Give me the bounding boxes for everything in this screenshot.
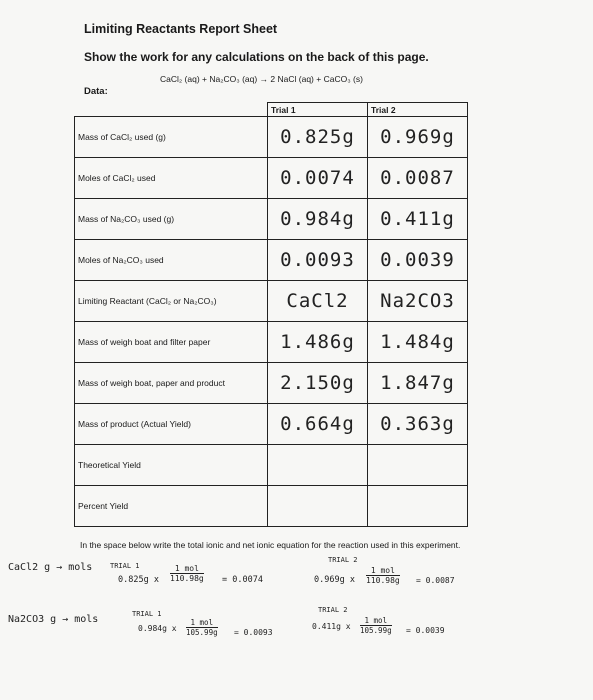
- row-label: Mass of weigh boat, paper and product: [75, 363, 268, 404]
- trial2-value: 1.484g: [368, 322, 468, 363]
- table-row: [75, 322, 468, 363]
- na2co3-trial1-mass: 0.984g x: [138, 624, 177, 633]
- fraction-numerator: 1 mol: [170, 564, 204, 574]
- trial2-value: 1.847g: [368, 363, 468, 404]
- trial1-value: 0.0093: [268, 240, 368, 281]
- cacl2-trial1-mass: 0.825g x: [118, 575, 159, 585]
- fraction-numerator: 1 mol: [366, 566, 400, 576]
- row-label: Moles of Na₂CO₃ used: [75, 240, 268, 281]
- fraction-denominator: 110.98g: [170, 574, 204, 583]
- trial1-value: CaCl2: [268, 281, 368, 322]
- table-row: [75, 281, 468, 322]
- row-label: Mass of Na₂CO₃ used (g): [75, 199, 268, 240]
- row-label: Percent Yield: [75, 486, 268, 527]
- table-row: [75, 486, 468, 527]
- cacl2-work-heading: CaCl2 g → mols: [8, 562, 93, 573]
- row-label: Mass of weigh boat and filter paper: [75, 322, 268, 363]
- fraction-denominator: 110.98g: [366, 576, 400, 585]
- trial2-value: 0.0087: [368, 158, 468, 199]
- row-label: Mass of product (Actual Yield): [75, 404, 268, 445]
- table-row: [75, 363, 468, 404]
- trial1-value: [268, 445, 368, 486]
- row-label: Limiting Reactant (CaCl₂ or Na₂CO₃): [75, 281, 268, 322]
- table-row: [75, 199, 468, 240]
- table-row: [75, 240, 468, 281]
- trial2-value: 0.0039: [368, 240, 468, 281]
- column-header-trial1: Trial 1: [268, 103, 368, 117]
- trial1-value: [268, 486, 368, 527]
- ionic-equation-instruction: In the space below write the total ionic and net ionic equation for the reaction used in this experiment.: [80, 540, 461, 550]
- trial1-value: 0.984g: [268, 199, 368, 240]
- trial2-value: 0.411g: [368, 199, 468, 240]
- na2co3-work-heading: Na2CO3 g → mols: [8, 614, 99, 625]
- cacl2-trial2-mass: 0.969g x: [314, 575, 355, 585]
- column-header-trial2: Trial 2: [368, 103, 468, 117]
- row-label: Mass of CaCl₂ used (g): [75, 117, 268, 158]
- na2co3-trial2-result: = 0.0039: [406, 626, 445, 635]
- trial2-value: [368, 445, 468, 486]
- table-row: [75, 404, 468, 445]
- na2co3-trial2-fraction: [360, 616, 392, 635]
- cacl2-trial1-fraction: [170, 564, 204, 583]
- table-corner: [75, 103, 268, 117]
- na2co3-trial1-result: = 0.0093: [234, 628, 273, 637]
- results-table: [74, 102, 468, 527]
- instruction-text: Show the work for any calculations on the back of this page.: [84, 50, 429, 64]
- fraction-numerator: 1 mol: [186, 618, 218, 628]
- fraction-denominator: 105.99g: [186, 628, 218, 637]
- na2co3-trial1-fraction: [186, 618, 218, 637]
- na2co3-trial2-mass: 0.411g x: [312, 622, 351, 631]
- cacl2-trial2-result: = 0.0087: [416, 576, 455, 585]
- trial1-value: 0.825g: [268, 117, 368, 158]
- trial2-value: 0.363g: [368, 404, 468, 445]
- trial1-value: 1.486g: [268, 322, 368, 363]
- fraction-denominator: 105.99g: [360, 626, 392, 635]
- row-label: Theoretical Yield: [75, 445, 268, 486]
- page-title: Limiting Reactants Report Sheet: [84, 22, 278, 36]
- trial1-value: 2.150g: [268, 363, 368, 404]
- trial2-value: Na2CO3: [368, 281, 468, 322]
- reaction-equation: CaCl₂ (aq) + Na₂CO₃ (aq) → 2 NaCl (aq) + CaCO₃ (s): [160, 74, 363, 84]
- trial2-value: 0.969g: [368, 117, 468, 158]
- row-label: Moles of CaCl₂ used: [75, 158, 268, 199]
- cacl2-trial2-label: TRIAL 2: [328, 556, 358, 564]
- trial1-value: 0.664g: [268, 404, 368, 445]
- data-label: Data:: [84, 86, 108, 97]
- cacl2-trial1-label: TRIAL 1: [110, 562, 140, 570]
- trial2-value: [368, 486, 468, 527]
- table-row: [75, 158, 468, 199]
- na2co3-trial2-label: TRIAL 2: [318, 606, 348, 614]
- na2co3-trial1-label: TRIAL 1: [132, 610, 162, 618]
- table-row: [75, 117, 468, 158]
- cacl2-trial2-fraction: [366, 566, 400, 585]
- fraction-numerator: 1 mol: [360, 616, 392, 626]
- cacl2-trial1-result: = 0.0074: [222, 575, 263, 585]
- trial1-value: 0.0074: [268, 158, 368, 199]
- table-row: [75, 445, 468, 486]
